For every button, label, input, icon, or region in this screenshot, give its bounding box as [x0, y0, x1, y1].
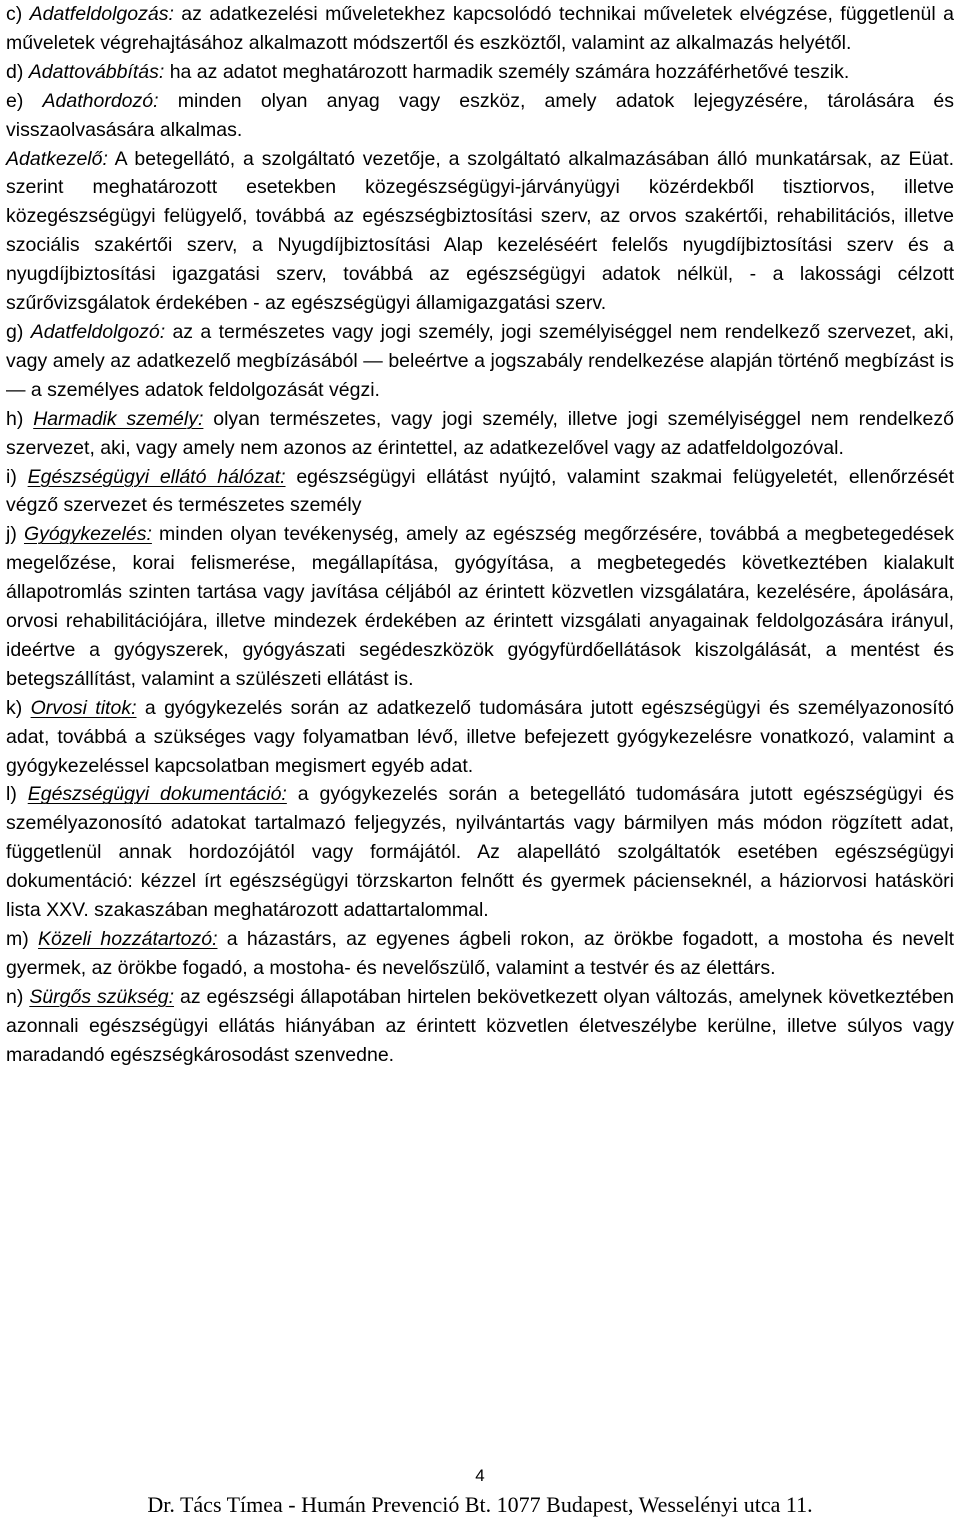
- definition-l: [6, 780, 954, 925]
- page-number: 4: [475, 1466, 485, 1485]
- defined-term: Adatfeldolgozás:: [29, 3, 174, 25]
- definition-j: [6, 520, 954, 693]
- page-footer: Dr. Tács Tímea - Humán Prevenció Bt. 1077 Budapest, Wesselényi utca 11.: [147, 1492, 813, 1517]
- defined-term: Adatfeldolgozó:: [30, 320, 166, 343]
- definition-adatkezelo: [6, 145, 954, 318]
- item-marker: i): [6, 465, 28, 488]
- defined-term: Gyógykezelés:: [23, 523, 152, 546]
- item-marker: c): [6, 3, 30, 25]
- item-marker: j): [6, 523, 24, 546]
- definition-text: az egészségi állapotában hirtelen bekövetkezett olyan változás, amelynek következtében azonnali egészségügyi ellátás hiányában az érintett közvetlen életveszélybe kerülne, illetve súlyos vagy maradandó egészségkárosodást szenvedne.: [6, 985, 954, 1066]
- definition-text: a gyógykezelés során az adatkezelő tudomására jutott egészségügyi és személyazonosító adat, továbbá a szükséges vagy folyamatban lévő, illetve befejezett gyógykezelésre vonatkozó, valamint a gyógykezeléssel kapcsolatban megismert egyéb adat.: [6, 696, 954, 777]
- definition-text: a házastárs, az egyenes ágbeli rokon, az örökbe fogadott, a mostoha és nevelt gyermek, az örökbe fogadó, a mostoha- és nevelőszülő, valamint a testvér és az élettárs.: [6, 928, 954, 979]
- defined-term: Közeli hozzátartozó:: [38, 928, 218, 950]
- definition-text: az a természetes vagy jogi személy, jogi személyiséggel nem rendelkező szervezet, aki, vagy amely az adatkezelő megbízásából — beleértve a jogszabály rendelkezése alapján történő megbízást is — a személyes adatok feldolgozását végzi.: [6, 320, 955, 401]
- definition-text: minden olyan anyag vagy eszköz, amely adatok lejegyzésére, tárolására és visszaolvasására alkalmas.: [6, 89, 954, 141]
- definition-text: ha az adatot meghatározott harmadik személy számára hozzáférhetővé teszik.: [164, 60, 850, 83]
- item-marker: l): [6, 783, 28, 806]
- defined-term: Egészségügyi ellátó hálózat:: [27, 465, 286, 488]
- definition-d: [6, 58, 954, 87]
- defined-term: Harmadik személy:: [33, 407, 204, 430]
- defined-term: Adattovábbítás:: [28, 60, 165, 83]
- item-marker: g): [6, 320, 31, 343]
- document-body: [6, 0, 954, 1070]
- definition-m: [6, 925, 954, 983]
- definition-c: [6, 0, 954, 58]
- definition-text: minden olyan tevékenység, amely az egészség megőrzésére, továbbá a megbetegedések megelőzése, korai felismerése, megállapítása, gyógyítása, a megbetegedés következtében kialakult állapotromlás szinten tartása vagy javítása céljából az érintett közvetlen vizsgálatára, kezelésére, ápolására, orvosi rehabilitációjára, illetve mindezek érdekében az érintett vizsgálati anyagainak feldolgozására irányul, ideértve a gyógyszerek, gyógyászati segédeszközök gyógyfürdőellátások kiszolgálását, a mentést és betegszállítást, valamint a szülészeti ellátást is.: [6, 523, 955, 690]
- definition-text: a gyógykezelés során a betegellátó tudomására jutott egészségügyi és személyazonosító adatokat tartalmazó feljegyzés, nyilvántartás vagy bármilyen más módon rögzített adat, függetlenül annak hordozójától vagy formájától. Az alapellátó szolgáltatók esetében egészségügyi dokumentáció: kézzel írt egészségügyi törzskarton felnőtt és gyermek pácienseknél, a háziorvosi hatásköri lista XXV. szakaszában meghatározott adattartalommal.: [6, 783, 955, 922]
- defined-term: Adathordozó:: [42, 89, 159, 112]
- definition-g: [6, 318, 954, 405]
- item-marker: k): [6, 696, 31, 719]
- definition-i: [6, 463, 954, 521]
- definition-e: [6, 87, 954, 145]
- item-marker: m): [6, 928, 39, 950]
- defined-term: Adatkezelő:: [6, 147, 108, 170]
- defined-term: Orvosi titok:: [30, 696, 137, 719]
- item-marker: e): [6, 89, 43, 112]
- definition-k: [6, 694, 954, 781]
- definition-text: az adatkezelési műveletekhez kapcsolódó technikai műveletek elvégzése, függetlenül a műveletek végrehajtásához alkalmazott módszertől és eszköztől, valamint az alkalmazás helyétől.: [6, 3, 954, 54]
- definition-text: A betegellátó, a szolgáltató vezetője, a szolgáltató alkalmazásában álló munkatársak, az Eüat. szerint meghatározott esetekben közegészségügyi-járványügyi közérdekből tisztiorvos, illetve közegészségügyi felügyelő, továbbá az egészségbiztosítási szerv, az orvos szakértői, rehabilitációs, illetve szociális szakértői szerv, a Nyugdíjbiztosítási Alap kezeléséért felelős nyugdíjbiztosítási szerv és a nyugdíjbiztosítási igazgatási szerv, továbbá az egészségügyi adatok nélkül, - a lakossági célzott szűrővizsgálatok érdekében - az egészségügyi államigazgatási szerv.: [6, 147, 954, 315]
- definition-text: olyan természetes, vagy jogi személy, illetve jogi személyiséggel nem rendelkező szervezet, aki, vagy amely nem azonos az érintettel, az adatkezelővel vagy az adatfeldolgozóval.: [6, 407, 954, 459]
- item-marker: n): [6, 985, 30, 1008]
- item-marker: h): [6, 407, 34, 430]
- definition-n: [6, 983, 954, 1070]
- definition-text: egészségügyi ellátást nyújtó, valamint szakmai felügyeletét, ellenőrzését végző szervezet és természetes személy: [6, 465, 954, 517]
- definition-h: [6, 405, 954, 463]
- item-marker: d): [6, 60, 29, 83]
- defined-term: Sürgős szükség:: [29, 985, 175, 1008]
- defined-term: Egészségügyi dokumentáció:: [27, 783, 287, 806]
